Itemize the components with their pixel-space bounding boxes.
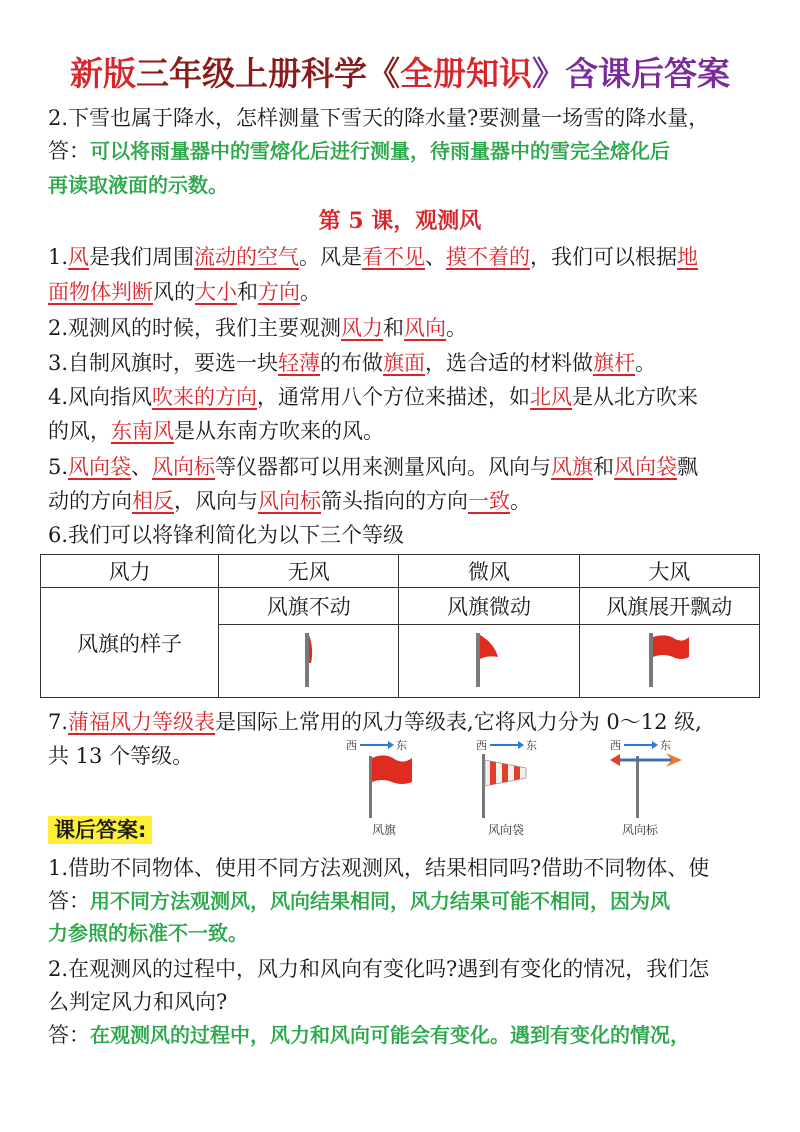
- keyword: 东南风: [111, 419, 174, 443]
- text-span: 、: [425, 245, 447, 269]
- wind-flag-icon: [372, 755, 412, 784]
- text-span: ，风向与: [174, 489, 258, 513]
- answer-text: 在观测风的过程中，风力和风向可能会有变化。遇到有变化的情况，: [90, 1023, 690, 1047]
- windsock-stripe: [490, 761, 496, 785]
- text-span: 风的: [153, 280, 195, 304]
- wind-instruments-diagram: [330, 738, 700, 838]
- windsock-stripe: [514, 766, 520, 780]
- keyword: 北风: [530, 385, 573, 409]
- text-span: 。: [300, 280, 321, 304]
- text-span: 2.观测风的时候，我们主要观测: [48, 316, 342, 340]
- title-part-4: 》含课后答案: [532, 54, 730, 93]
- item-7-line-2: 共 13 个等级。: [48, 744, 194, 768]
- east-label: 东: [396, 739, 407, 752]
- keyword: 吹来的方向: [152, 385, 258, 409]
- text-span: 的风，: [48, 419, 111, 443]
- windsock-pole: [482, 754, 485, 818]
- text-span: ，通常用八个方位来描述，如: [257, 385, 531, 409]
- table-header-cell: 微风: [399, 555, 579, 588]
- text-span: 。: [635, 351, 657, 375]
- title-part-3: 全册知识: [400, 54, 532, 93]
- answer-text: 用不同方法观测风，风向结果相同，风力结果可能不相同，因为风: [90, 889, 670, 913]
- snow-answer-text-2: 再读取液面的示数。: [48, 173, 228, 197]
- item-1-line-2: [48, 277, 321, 307]
- after-q1: 1.借助不同物体、使用不同方法观测风，结果相同吗?借助不同物体、使: [48, 856, 710, 880]
- keyword: 方向: [258, 280, 300, 304]
- keyword: 风向标: [258, 489, 321, 513]
- item-4-line-1: [48, 382, 698, 412]
- after-class-heading: [48, 815, 152, 845]
- item-4-line-2: [48, 416, 384, 446]
- text-span: 和: [237, 280, 258, 304]
- west-label: 西: [610, 739, 621, 752]
- answer-text: 力参照的标准不一致。: [48, 921, 248, 945]
- table-cell: 风旗展开飘动: [579, 588, 759, 625]
- after-q2-line-2: 么判定风力和风向?: [48, 990, 228, 1014]
- text-span: 箭头指向的方向: [321, 489, 468, 513]
- keyword: 一致: [468, 489, 510, 513]
- text-span: 和: [383, 316, 405, 340]
- table-cell: 风旗微动: [399, 588, 579, 625]
- east-label: 东: [526, 739, 537, 752]
- diagram-label: 风向标: [622, 823, 659, 837]
- keyword: 风旗: [551, 455, 594, 479]
- keyword: 风向标: [152, 455, 216, 479]
- text-span: 。: [446, 316, 468, 340]
- wind-vane-figure: [610, 739, 682, 837]
- text-span: 是从东南方吹来的风。: [174, 419, 384, 443]
- item-2: [48, 313, 467, 343]
- text-span: 4.风向指风: [48, 385, 153, 409]
- text-span: 、: [131, 455, 153, 479]
- arrow-head: [388, 741, 394, 749]
- text-span: 飘: [677, 455, 699, 479]
- table-cell: 风旗不动: [219, 588, 399, 625]
- row-label-cell: 风旗的样子: [41, 588, 219, 698]
- flag-cell-strong: [579, 625, 759, 698]
- item-6: 6.我们可以将锋利简化为以下三个等级: [48, 523, 405, 547]
- lesson-title: 第 5 课，观测风: [318, 208, 482, 234]
- text-span: 5.: [48, 455, 69, 479]
- keyword: 旗面: [383, 351, 426, 375]
- wind-vane-arrow-icon: [610, 754, 620, 766]
- text-span: 等仪器都可以用来测量风向。风向与: [215, 455, 552, 479]
- text-span: 是从北方吹来: [572, 385, 699, 409]
- west-label: 西: [476, 739, 487, 752]
- snow-answer-line-2: [48, 170, 228, 200]
- item-7-line-1: [48, 707, 702, 737]
- text-span: 的布做: [320, 351, 384, 375]
- text-span: 7.: [48, 710, 69, 734]
- text-span: 和: [593, 455, 615, 479]
- snow-answer-text-1: 可以将雨量器中的雪熔化后进行测量，待雨量器中的雪完全熔化后: [90, 139, 670, 163]
- keyword: 相反: [132, 489, 174, 513]
- table-row: [41, 588, 760, 625]
- item-5-line-2: [48, 486, 531, 516]
- keyword: 看不见: [362, 245, 426, 269]
- snow-answer-line-1: [48, 136, 670, 166]
- keyword: 轻薄: [278, 351, 321, 375]
- keyword: 风向: [404, 316, 447, 340]
- keyword: 流动的空气: [194, 245, 300, 269]
- text-span: 动的方向: [48, 489, 132, 513]
- keyword: 风向袋: [614, 455, 678, 479]
- answer-prefix: 答：: [48, 1023, 90, 1047]
- flag-calm-icon: [289, 629, 329, 689]
- item-3: [48, 348, 656, 378]
- page-title: [0, 48, 800, 95]
- table-header-cell: 无风: [219, 555, 399, 588]
- wind-grade-table: [40, 554, 760, 698]
- after-a1-line-2: [48, 918, 248, 948]
- table-header-cell: 风力: [41, 555, 219, 588]
- keyword: 地: [677, 245, 699, 269]
- after-a2-line-1: [48, 1020, 690, 1050]
- arrow-head: [652, 741, 658, 749]
- keyword: 风: [68, 245, 90, 269]
- keyword: 摸不着的: [446, 245, 531, 269]
- answer-prefix: 答：: [48, 889, 90, 913]
- snow-question: 2.下雪也属于降水，怎样测量下雪天的降水量?要测量一场雪的降水量，: [48, 106, 710, 130]
- answer-prefix: 答：: [48, 139, 90, 163]
- windsock-figure: [476, 739, 537, 837]
- item-1-line-1: [48, 242, 698, 272]
- text-span: 是国际上常用的风力等级表,它将风力分为 0～12 级,: [215, 710, 702, 734]
- keyword: 风向袋: [68, 455, 132, 479]
- east-label: 东: [660, 739, 671, 752]
- title-part-2: 三年级上册科学《: [136, 54, 400, 93]
- diagram-label: 风旗: [372, 823, 397, 837]
- flag-strong-icon: [639, 629, 699, 689]
- item-5-line-1: [48, 452, 698, 482]
- highlighted-heading: 课后答案:: [48, 816, 152, 844]
- text-span: ，选合适的材料做: [425, 351, 594, 375]
- text-span: 1.: [48, 245, 69, 269]
- text-span: 。风是: [299, 245, 363, 269]
- keyword: 面物体判断: [48, 280, 153, 304]
- table-header-cell: 大风: [579, 555, 759, 588]
- table-header-row: [41, 555, 760, 588]
- text-span: 3.自制风旗时，要选一块: [48, 351, 279, 375]
- after-a1-line-1: [48, 886, 670, 916]
- text-span: 是我们周围: [89, 245, 195, 269]
- wind-flag-figure: [346, 739, 412, 837]
- vane-pole: [636, 756, 639, 818]
- flag-pole: [369, 756, 372, 818]
- diagram-label: 风向袋: [488, 823, 525, 837]
- after-q2-line-1: 2.在观测风的过程中，风力和风向有变化吗?遇到有变化的情况，我们怎: [48, 957, 710, 981]
- title-part-1: 新版: [70, 54, 136, 93]
- flag-light-icon: [464, 629, 514, 689]
- west-label: 西: [346, 739, 357, 752]
- flag-cell-calm: [219, 625, 399, 698]
- keyword: 旗杆: [593, 351, 636, 375]
- arrow-head: [518, 741, 524, 749]
- keyword: 大小: [195, 280, 237, 304]
- keyword: 蒲福风力等级表: [68, 710, 216, 734]
- keyword: 风力: [341, 316, 384, 340]
- text-span: 。: [510, 489, 531, 513]
- windsock-stripe: [502, 763, 508, 782]
- flag-cell-light: [399, 625, 579, 698]
- text-span: ，我们可以根据: [530, 245, 678, 269]
